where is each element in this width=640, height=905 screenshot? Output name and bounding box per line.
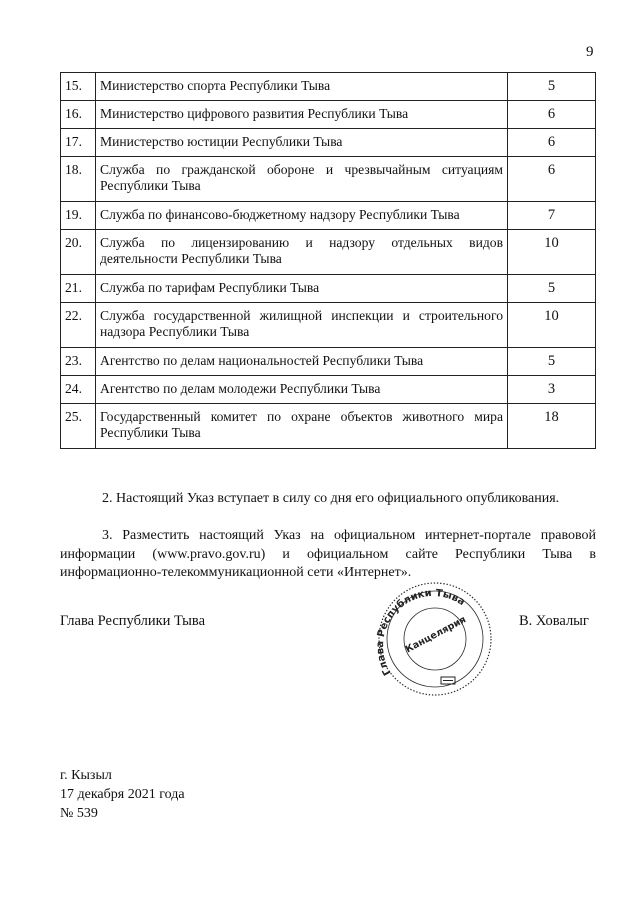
row-number: 17. xyxy=(61,129,96,157)
row-value: 5 xyxy=(508,73,596,101)
stamp-ring-text: Глава Республики Тыва xyxy=(375,587,467,678)
row-number: 22. xyxy=(61,303,96,348)
stamp-center-text: Канцелярия xyxy=(403,614,468,656)
row-number: 21. xyxy=(61,275,96,303)
row-name: Служба по гражданской обороне и чрезвычайным ситуациям Республики Тыва xyxy=(96,157,508,202)
table-row xyxy=(61,230,596,275)
row-number: 20. xyxy=(61,230,96,275)
row-value: 18 xyxy=(508,404,596,449)
official-stamp xyxy=(367,577,501,697)
row-value: 3 xyxy=(508,376,596,404)
table-row xyxy=(61,73,596,101)
organizations-table xyxy=(60,72,596,449)
footer-city: г. Кызыл xyxy=(60,768,112,783)
row-value: 7 xyxy=(508,202,596,230)
row-number: 25. xyxy=(61,404,96,449)
row-name: Служба по финансово-бюджетному надзору Республики Тыва xyxy=(96,202,508,230)
row-name: Министерство спорта Республики Тыва xyxy=(96,73,508,101)
footer-number: № 539 xyxy=(60,806,98,821)
page-number: 9 xyxy=(586,44,594,60)
row-value: 5 xyxy=(508,275,596,303)
row-name: Служба по лицензированию и надзору отдельных видов деятельности Республики Тыва xyxy=(96,230,508,275)
row-number: 15. xyxy=(61,73,96,101)
row-value: 6 xyxy=(508,157,596,202)
table-row xyxy=(61,275,596,303)
table-row xyxy=(61,157,596,202)
row-number: 24. xyxy=(61,376,96,404)
row-number: 19. xyxy=(61,202,96,230)
document-footer xyxy=(60,766,185,823)
row-number: 18. xyxy=(61,157,96,202)
row-name: Служба по тарифам Республики Тыва xyxy=(96,275,508,303)
row-name: Министерство юстиции Республики Тыва xyxy=(96,129,508,157)
row-number: 23. xyxy=(61,348,96,376)
table-row xyxy=(61,348,596,376)
row-value: 5 xyxy=(508,348,596,376)
table-row xyxy=(61,404,596,449)
signer-name: В. Ховалыг xyxy=(519,613,589,629)
table-row xyxy=(61,202,596,230)
footer-date: 17 декабря 2021 года xyxy=(60,787,185,802)
row-name: Агентство по делам молодежи Республики Тыва xyxy=(96,376,508,404)
row-name: Министерство цифрового развития Республики Тыва xyxy=(96,101,508,129)
row-value: 6 xyxy=(508,129,596,157)
row-number: 16. xyxy=(61,101,96,129)
row-name: Государственный комитет по охране объектов животного мира Республики Тыва xyxy=(96,404,508,449)
paragraph-effective-date: 2. Настоящий Указ вступает в силу со дня его официального опубликования. xyxy=(102,491,560,506)
row-name: Агентство по делам национальностей Республики Тыва xyxy=(96,348,508,376)
table-row xyxy=(61,303,596,348)
row-value: 10 xyxy=(508,230,596,275)
paragraph-publication: 3. Разместить настоящий Указ на официальном интернет-портале правовой информации (www.pravo.gov.ru) и официальном сайте Республики Тыва в информационно-телекоммуникационной сети «Интернет». xyxy=(60,528,596,580)
row-name: Служба государственной жилищной инспекции и строительного надзора Республики Тыва xyxy=(96,303,508,348)
row-value: 10 xyxy=(508,303,596,348)
table-row xyxy=(61,129,596,157)
row-value: 6 xyxy=(508,101,596,129)
signer-title: Глава Республики Тыва xyxy=(60,613,206,629)
table-row xyxy=(61,101,596,129)
table-row xyxy=(61,376,596,404)
